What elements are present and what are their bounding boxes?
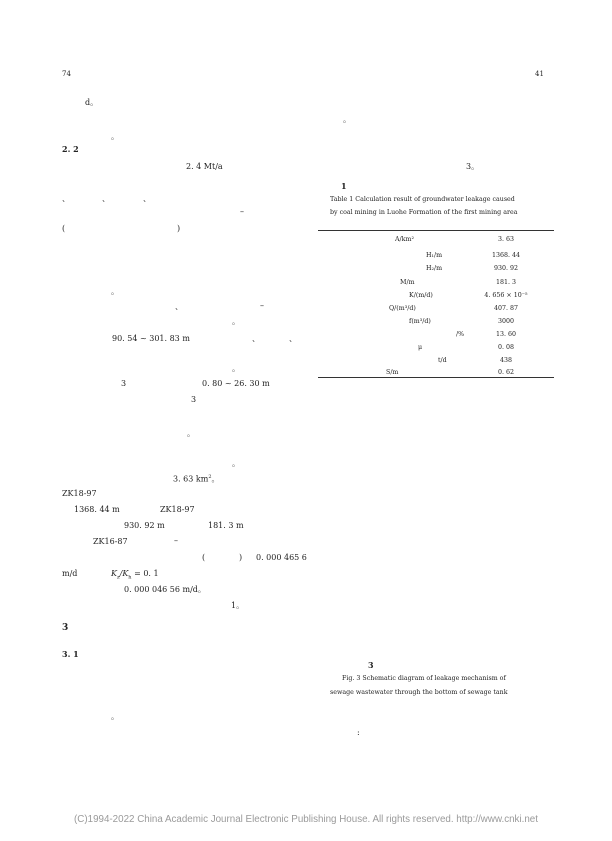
table-rule (318, 377, 554, 378)
table-cell-value: 13. 60 (495, 331, 517, 338)
body-text: 、 (143, 194, 151, 203)
copyright-footer: (C)1994-2022 China Academic Journal Electronic Publishing House. All rights reserved. http://www.cnki.net (74, 814, 538, 825)
body-text: : (357, 728, 360, 737)
table-cell-param: t/d (438, 357, 447, 364)
body-text: 3. 63 $km^2$。 (173, 474, 220, 484)
table-cell-value: 0. 62 (497, 369, 515, 376)
table-cell-value: 3000 (497, 318, 515, 325)
body-text: – (174, 536, 178, 545)
body-text: 1368. 44 m (74, 505, 120, 514)
body-text: 3 (191, 395, 197, 404)
table-cell-value: 438 (499, 357, 513, 364)
body-text: 0. 000 046 56 m/d。 (124, 585, 206, 594)
table-cell-param: μ (418, 344, 423, 351)
body-text: 0. 000 465 6 (256, 553, 307, 562)
table-cell-value: 930. 92 (493, 265, 519, 272)
body-text: 。 (111, 287, 119, 296)
body-text: 。 (232, 364, 240, 373)
body-text: 。 (111, 132, 119, 141)
body-text: ) (239, 553, 243, 562)
table-cell-param: Q/(m³/d) (389, 305, 416, 312)
table-cell-param: f(m³/d) (409, 318, 431, 325)
body-text: – (260, 301, 264, 310)
body-text: 2. 4 Mt/a (186, 162, 223, 171)
table-cell-param: H₁/m (426, 252, 443, 259)
body-text: 、 (252, 334, 260, 343)
table-rule (318, 230, 554, 231)
body-text: 930. 92 m (124, 521, 165, 530)
table-cell-value: 407. 87 (493, 305, 519, 312)
body-text: 181. 3 m (208, 521, 244, 530)
body-text: 。 (232, 317, 240, 326)
table-cell-value: 1368. 44 (491, 252, 521, 259)
section-heading-3: 3 (62, 623, 69, 633)
body-text: $K_z/K_h = 0$. 1 (111, 569, 159, 581)
body-text: 。 (232, 459, 240, 468)
table-number: 1 (341, 181, 347, 191)
body-text: ( (202, 553, 206, 562)
table-cell-value: 3. 63 (497, 236, 515, 243)
body-text: 、 (175, 302, 183, 311)
table-cell-value: 0. 08 (497, 344, 515, 351)
figure-caption: Fig. 3 Schematic diagram of leakage mechanism of (342, 675, 506, 682)
body-text: ( (62, 224, 66, 233)
table-caption: by coal mining in Luohe Formation of the first mining area (330, 209, 518, 216)
body-text: 、 (289, 334, 297, 343)
section-heading-2-2: 2. 2 (62, 144, 79, 154)
body-text: 3 (121, 379, 127, 388)
body-text: 。 (343, 115, 351, 124)
body-text: m/d (62, 569, 78, 578)
page-number-left: 74 (62, 70, 71, 78)
body-text: ZK18-97 (160, 505, 195, 514)
body-text: 。 (187, 429, 195, 438)
figure-number: 3 (368, 660, 374, 670)
body-text: 、 (102, 194, 110, 203)
table-cell-param: /% (456, 331, 465, 338)
figure-caption: sewage wastewater through the bottom of sewage tank (330, 689, 508, 696)
table-cell-param: K/(m/d) (409, 292, 433, 299)
page-number-right: 41 (535, 70, 544, 78)
table-cell-param: A/km² (395, 236, 414, 243)
table-cell-param: M/m (400, 279, 415, 286)
body-text: 3。 (466, 162, 480, 171)
table-cell-value: 181. 3 (495, 279, 517, 286)
body-text: 。 (111, 712, 119, 721)
body-text: d。 (85, 98, 99, 107)
table-cell-param: H₂/m (426, 265, 443, 272)
body-text: ZK18-97 (62, 489, 97, 498)
table-caption: Table 1 Calculation result of groundwater leakage caused (330, 196, 515, 203)
body-text: 1。 (231, 601, 245, 610)
body-text: 90. 54 ~ 301. 83 m (112, 334, 190, 343)
body-text: 0. 80 ~ 26. 30 m (202, 379, 270, 388)
table-cell-param: S/m (386, 369, 399, 376)
body-text: ZK16-87 (93, 537, 128, 546)
body-text: ) (177, 224, 181, 233)
table-cell-value: 4. 656 × 10⁻⁵ (484, 292, 528, 299)
body-text: 、 (62, 194, 70, 203)
section-heading-3-1: 3. 1 (62, 649, 79, 659)
body-text: – (240, 207, 244, 216)
